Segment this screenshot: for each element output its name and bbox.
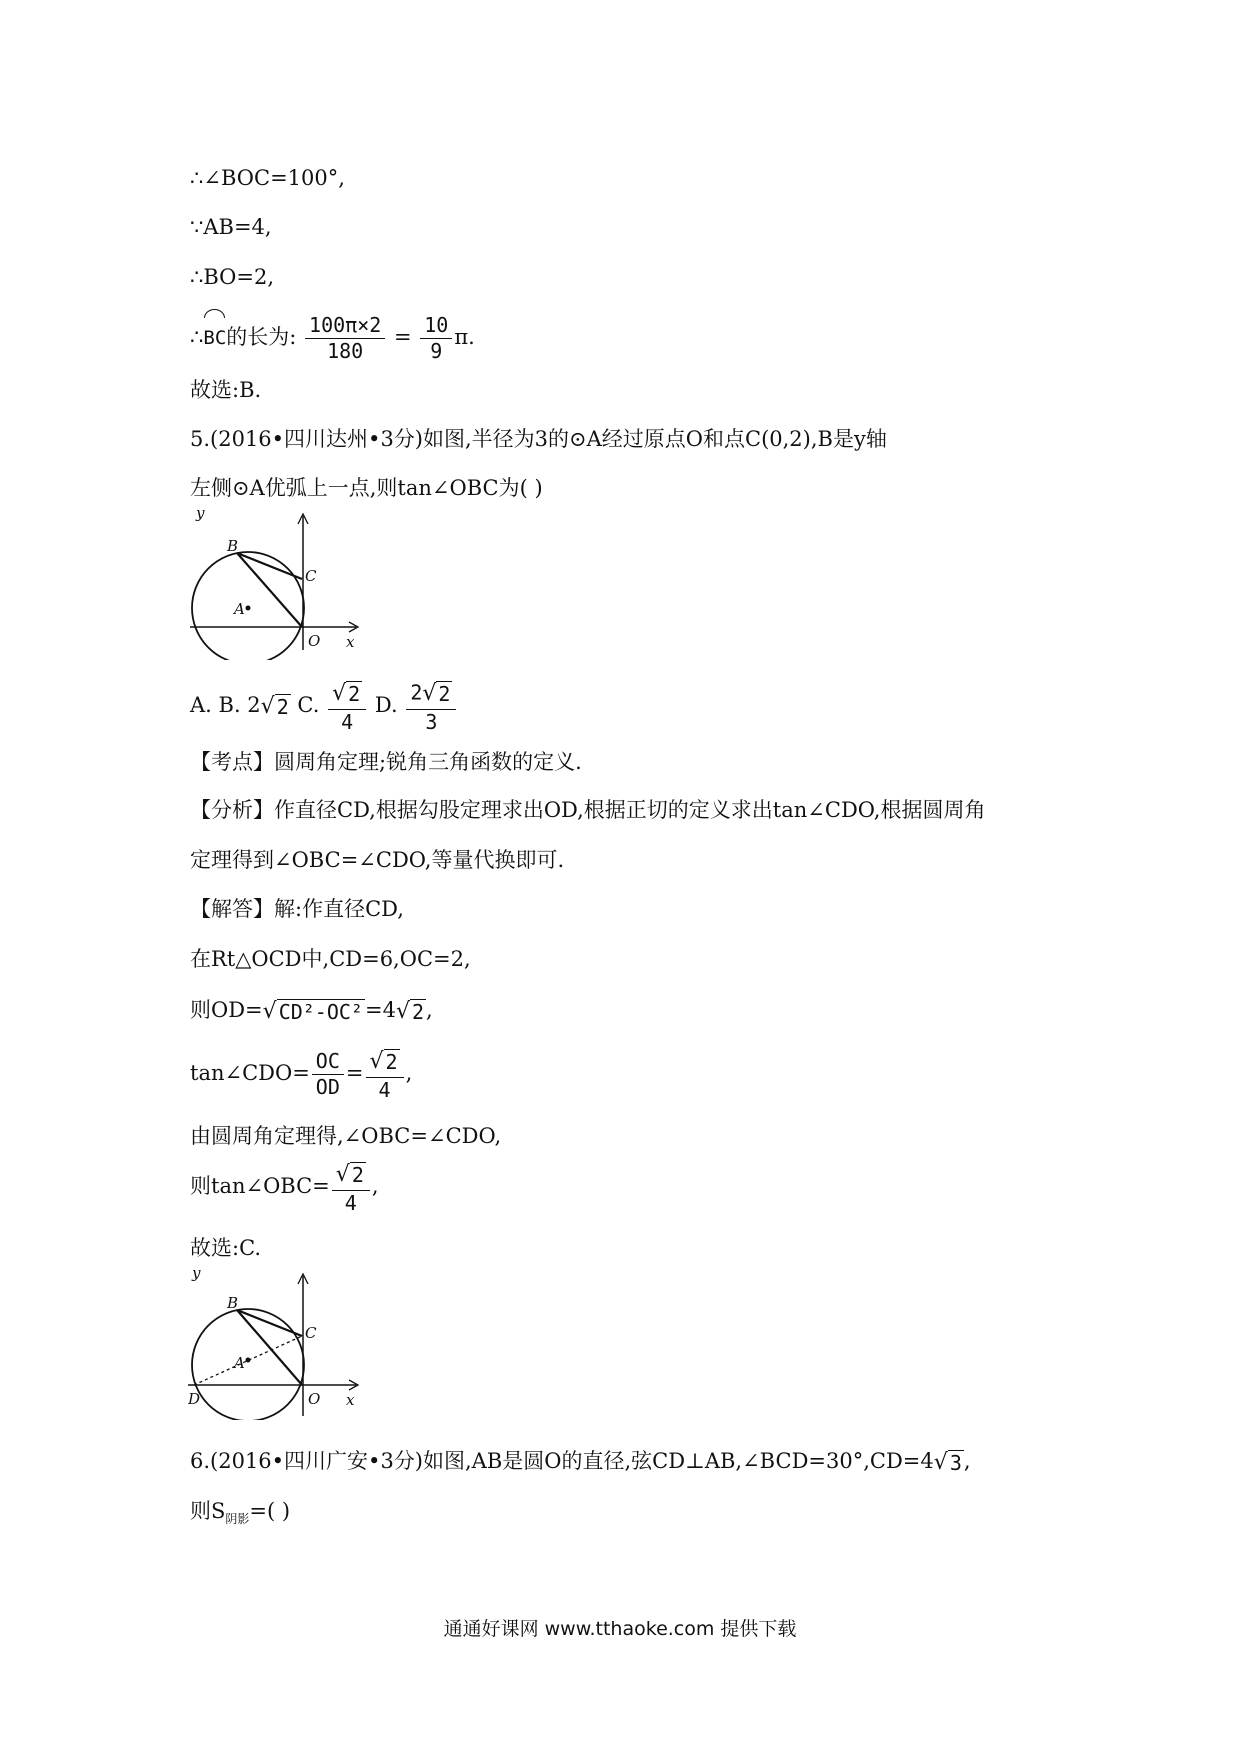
- fraction: √ 2 4: [366, 1049, 404, 1101]
- text-run: 的长为:: [226, 325, 297, 349]
- label-c: C: [305, 567, 317, 585]
- sqrt: √ CD²-OC²: [262, 998, 363, 1024]
- label-o: O: [308, 632, 321, 650]
- label-b: B: [227, 1294, 239, 1312]
- label-c: C: [305, 1324, 317, 1342]
- label-y: y: [192, 1270, 201, 1282]
- fraction: 2 √ 2 3: [406, 681, 456, 733]
- label-a: A: [234, 600, 245, 618]
- text-line: ∴∠BOC=100°,: [190, 166, 345, 190]
- jieda-line: 【解答】解:作直径CD,: [190, 897, 404, 921]
- label-o: O: [308, 1390, 321, 1408]
- options-ab: A. B. 2: [190, 693, 261, 717]
- fraction: $\frac{100\pi\times 2}{180}$: [305, 315, 385, 362]
- label-x: x: [346, 1391, 355, 1409]
- sqrt: √ 3: [933, 1449, 962, 1475]
- fraction: $\frac{OC}{OD}$: [312, 1051, 344, 1098]
- label-d: D: [188, 1390, 201, 1408]
- text-line: ∴BO=2,: [190, 265, 275, 289]
- footer: 通通好课网 www.tthaoke.com 提供下载: [443, 1618, 797, 1640]
- arc-bc: BC: [203, 309, 226, 363]
- text-line: ∵AB=4,: [190, 215, 272, 239]
- figure-2-circle-diagram: [188, 1270, 373, 1420]
- question-6-line1: 6.(2016•四川广安•3分)如图,AB是圆O的直径,弦CD⊥AB,∠BCD=30°,CD=4 √ 3 ,: [190, 1449, 971, 1475]
- fraction: √ 2 4: [332, 1162, 370, 1214]
- question-5-line2: 左侧⊙A优弧上一点,则tan∠OBC为( ): [190, 476, 543, 500]
- question-6-line2: 则$S_{阴影}=$( ): [190, 1499, 291, 1526]
- tan-cdo-line: tan∠CDO= $\frac{OC}{OD}$ = √ 2 4 ,: [190, 1048, 413, 1102]
- option-c-label: C.: [290, 693, 320, 717]
- fenxi-line2: 定理得到∠OBC=∠CDO,等量代换即可.: [190, 848, 565, 872]
- label-y: y: [196, 510, 205, 522]
- fraction: $\frac{10}{9}$: [420, 315, 452, 362]
- label-b: B: [227, 537, 239, 555]
- text-line: 故选:B.: [190, 378, 262, 402]
- option-d-label: D.: [374, 693, 398, 717]
- label-x: x: [346, 633, 355, 651]
- figure-1-circle-diagram: [190, 510, 370, 660]
- pi-symbol: π.: [454, 325, 475, 349]
- equals: =: [393, 325, 412, 349]
- od-line: 则OD= √ CD²-OC² =4 √ 2 ,: [190, 998, 433, 1024]
- options-line: [190, 677, 458, 733]
- kaodian-line: 【考点】圆周角定理;锐角三角函数的定义.: [190, 750, 582, 774]
- sqrt: √ 2: [260, 693, 289, 719]
- therefore-symbol: ∴: [190, 325, 204, 349]
- question-5-line1: 5.(2016•四川达州•3分)如图,半径为3的⊙A经过原点O和点C(0,2),B是y轴: [190, 427, 887, 451]
- fraction: √ 2 4: [328, 681, 366, 733]
- arc-length-line: [190, 309, 475, 363]
- text-line: 由圆周角定理得,∠OBC=∠CDO,: [190, 1124, 502, 1148]
- label-a: A: [234, 1354, 245, 1372]
- tan-obc-line: 则tan∠OBC= √ 2 4 ,: [190, 1161, 379, 1215]
- subscript: 阴影: [225, 1512, 250, 1526]
- sqrt: √ 2: [395, 998, 425, 1024]
- fenxi-line1: 【分析】作直径CD,根据勾股定理求出OD,根据正切的定义求出tan∠CDO,根据圆周角: [190, 798, 986, 822]
- text-line: 故选:C.: [190, 1236, 262, 1260]
- text-line: 在Rt△OCD中,CD=6,OC=2,: [190, 947, 471, 971]
